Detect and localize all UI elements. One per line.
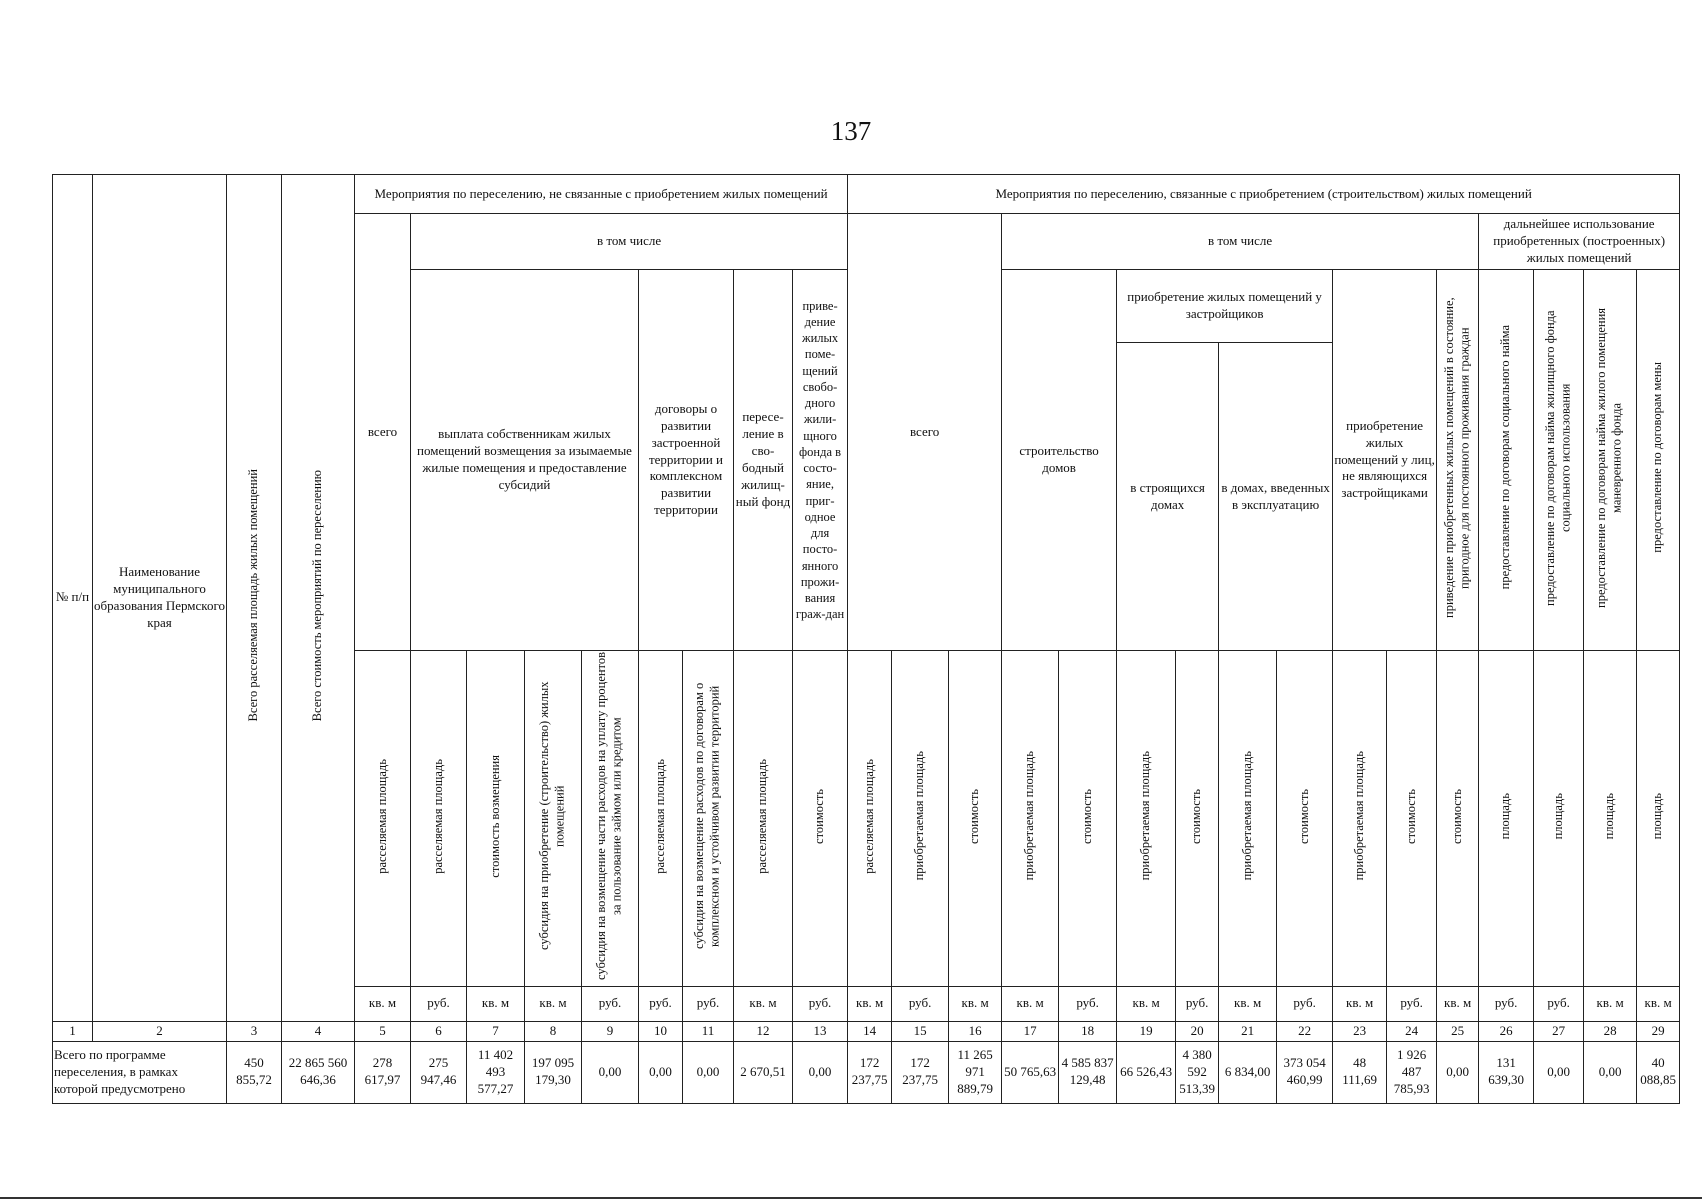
unit-cell: кв. м [1002,986,1059,1021]
header-b-social-hire: предоставление по договорам социального найма [1498,325,1513,590]
data-cell: 172 237,75 [892,1041,949,1103]
resettlement-table [52,174,1680,1104]
unit-cell: руб. [411,986,467,1021]
header-a-bringing: приве-дение жилых поме-щений свобо-дного жили-щного фонда в состо-яние, приг-одное для посто-янного прожи-вания граж-дан [793,270,848,651]
table-row-total [53,1041,1680,1103]
sub-c24: стоимость [1403,788,1418,844]
unit-cell: кв. м [525,986,582,1021]
unit-cell: руб. [1479,986,1534,1021]
column-number: 1 [53,1021,93,1041]
sub-c22: стоимость [1296,788,1311,844]
data-cell: 4 380 592 513,39 [1176,1041,1219,1103]
unit-cell: кв. м [1219,986,1277,1021]
page-number: 137 [830,116,872,146]
unit-cell: руб. [582,986,639,1021]
column-number: 19 [1117,1021,1176,1041]
data-cell: 0,00 [683,1041,734,1103]
unit-cell: кв. м [1637,986,1680,1021]
sub-c25: стоимость [1449,788,1464,844]
column-number: 27 [1534,1021,1584,1041]
header-b-social-use: предоставление по договорам найма жилищного фонда социального использования [1542,309,1573,606]
header-a-including: в том числе [411,214,848,270]
data-cell: 1 926 487 785,93 [1387,1041,1437,1103]
column-number: 16 [949,1021,1002,1041]
total-row-label: Всего по программе переселения, в рамках которой предусмотрено [53,1041,227,1103]
header-b-bringing-state: приведение приобретенных жилых помещений в состояние, пригодное для постоянного проживания граждан [1441,297,1472,618]
sub-c27: площадь [1550,792,1565,840]
sub-c11: субсидия на возмещение расходов по договорам о комплексном и устойчивом развитии территорий [692,682,722,950]
data-cell: 2 670,51 [734,1041,793,1103]
sub-c5: расселяемая площадь [374,758,389,874]
header-b-commissioned: в домах, введенных в эксплуатацию [1219,343,1333,651]
data-cell: 373 054 460,99 [1277,1041,1333,1103]
unit-cell: кв. м [949,986,1002,1021]
column-number: 2 [93,1021,227,1041]
unit-cell: кв. м [1437,986,1479,1021]
sub-c21: приобретаемая площадь [1239,751,1254,881]
column-number: 3 [227,1021,282,1041]
data-cell: 0,00 [1534,1041,1584,1103]
data-cell: 66 526,43 [1117,1041,1176,1103]
header-b-total: всего [848,214,1002,651]
header-b-from-non-developers: приобретение жилых помещений у лиц, не являющихся застройщиками [1333,270,1437,651]
header-municipality: Наименование муниципального образования Пермского края [93,175,227,1022]
data-cell: 278 617,97 [355,1041,411,1103]
column-number: 6 [411,1021,467,1041]
sub-c19: приобретаемая площадь [1138,751,1153,881]
data-cell: 197 095 179,30 [525,1041,582,1103]
column-number: 10 [639,1021,683,1041]
header-a-payment: выплата собственникам жилых помещений возмещения за изымаемые жилые помещения и предоставление субсидий [411,270,639,651]
sub-c13: стоимость [812,788,827,844]
data-cell: 40 088,85 [1637,1041,1680,1103]
unit-cell: руб. [892,986,949,1021]
column-number: 15 [892,1021,949,1041]
unit-cell: руб. [639,986,683,1021]
column-number: 5 [355,1021,411,1041]
unit-cell: руб. [1277,986,1333,1021]
sub-c7: стоимость возмещения [487,754,502,878]
header-total-area: Всего расселяемая площадь жилых помещений [246,469,261,722]
column-number: 9 [582,1021,639,1041]
data-cell: 6 834,00 [1219,1041,1277,1103]
header-b-further-use: дальнейшее использование приобретенных (построенных) жилых помещений [1479,214,1680,270]
sub-c16: стоимость [967,788,982,844]
unit-cell: кв. м [734,986,793,1021]
sub-c23: приобретаемая площадь [1351,751,1366,881]
data-cell: 0,00 [639,1041,683,1103]
header-a-contracts: договоры о развитии застроенной территории и комплексном развитии территории [639,270,734,651]
sub-c17: приобретаемая площадь [1022,751,1037,881]
header-a-total: всего [355,214,411,651]
column-number: 20 [1176,1021,1219,1041]
sub-c20: стоимость [1189,788,1204,844]
column-number: 8 [525,1021,582,1041]
column-number: 4 [282,1021,355,1041]
data-cell: 0,00 [582,1041,639,1103]
unit-cell: кв. м [467,986,525,1021]
header-group-b: Мероприятия по переселению, связанные с приобретением (строительством) жилых помещений [848,175,1680,214]
data-cell: 48 111,69 [1333,1041,1387,1103]
unit-cell: руб. [793,986,848,1021]
scan-edge-divider [0,1197,1702,1199]
data-cell: 450 855,72 [227,1041,282,1103]
data-cell: 11 402 493 577,27 [467,1041,525,1103]
data-cell: 0,00 [793,1041,848,1103]
unit-cell: руб. [1176,986,1219,1021]
header-group-a: Мероприятия по переселению, не связанные с приобретением жилых помещений [355,175,848,214]
data-cell: 131 639,30 [1479,1041,1534,1103]
column-number: 21 [1219,1021,1277,1041]
data-cell: 0,00 [1584,1041,1637,1103]
sub-c12: расселяемая площадь [755,758,770,874]
unit-cell: кв. м [1584,986,1637,1021]
unit-cell: кв. м [848,986,892,1021]
sub-c18: стоимость [1079,788,1094,844]
header-b-including: в том числе [1002,214,1479,270]
data-cell: 22 865 560 646,36 [282,1041,355,1103]
header-a-free-fund: пересе-ление в сво-бодный жилищ-ный фонд [734,270,793,651]
column-number: 12 [734,1021,793,1041]
data-cell: 50 765,63 [1002,1041,1059,1103]
sub-c6: расселяемая площадь [430,758,445,874]
unit-cell: кв. м [355,986,411,1021]
sub-c26: площадь [1498,792,1513,840]
column-number: 18 [1059,1021,1117,1041]
sub-c15: приобретаемая площадь [912,751,927,881]
column-number: 25 [1437,1021,1479,1041]
sub-c10: расселяемая площадь [652,758,667,874]
sub-c14: расселяемая площадь [861,758,876,874]
header-total-cost: Всего стоимость мероприятий по переселению [310,469,325,722]
data-cell: 0,00 [1437,1041,1479,1103]
data-cell: 172 237,75 [848,1041,892,1103]
unit-cell: руб. [683,986,734,1021]
column-number: 28 [1584,1021,1637,1041]
column-number: 14 [848,1021,892,1041]
unit-cell: кв. м [1333,986,1387,1021]
column-number: 13 [793,1021,848,1041]
sub-c9: субсидия на возмещение части расходов на уплату процентов за пользование займом или кредитом [594,652,624,981]
header-no: № п/п [53,175,93,1022]
column-number: 22 [1277,1021,1333,1041]
sub-c29: площадь [1650,792,1665,840]
unit-cell: руб. [1387,986,1437,1021]
header-b-construction: строительство домов [1002,270,1117,651]
column-number: 17 [1002,1021,1059,1041]
column-number: 24 [1387,1021,1437,1041]
unit-cell: руб. [1059,986,1117,1021]
sub-c8: субсидия на приобретение (строительство) жилых помещений [537,681,567,951]
column-number: 29 [1637,1021,1680,1041]
header-b-maneuver: предоставление по договорам найма жилого помещения маневренного фонда [1594,307,1625,608]
unit-cell: руб. [1534,986,1584,1021]
header-b-under-construction: в строящихся домах [1117,343,1219,651]
column-number: 11 [683,1021,734,1041]
header-b-from-developers: приобретение жилых помещений у застройщиков [1117,270,1333,343]
column-number: 7 [467,1021,525,1041]
column-number: 23 [1333,1021,1387,1041]
data-cell: 275 947,46 [411,1041,467,1103]
data-cell: 4 585 837 129,48 [1059,1041,1117,1103]
data-cell: 11 265 971 889,79 [949,1041,1002,1103]
sub-c28: площадь [1602,792,1617,840]
column-number: 26 [1479,1021,1534,1041]
header-b-exchange: предоставление по договорам мены [1650,362,1665,553]
unit-cell: кв. м [1117,986,1176,1021]
